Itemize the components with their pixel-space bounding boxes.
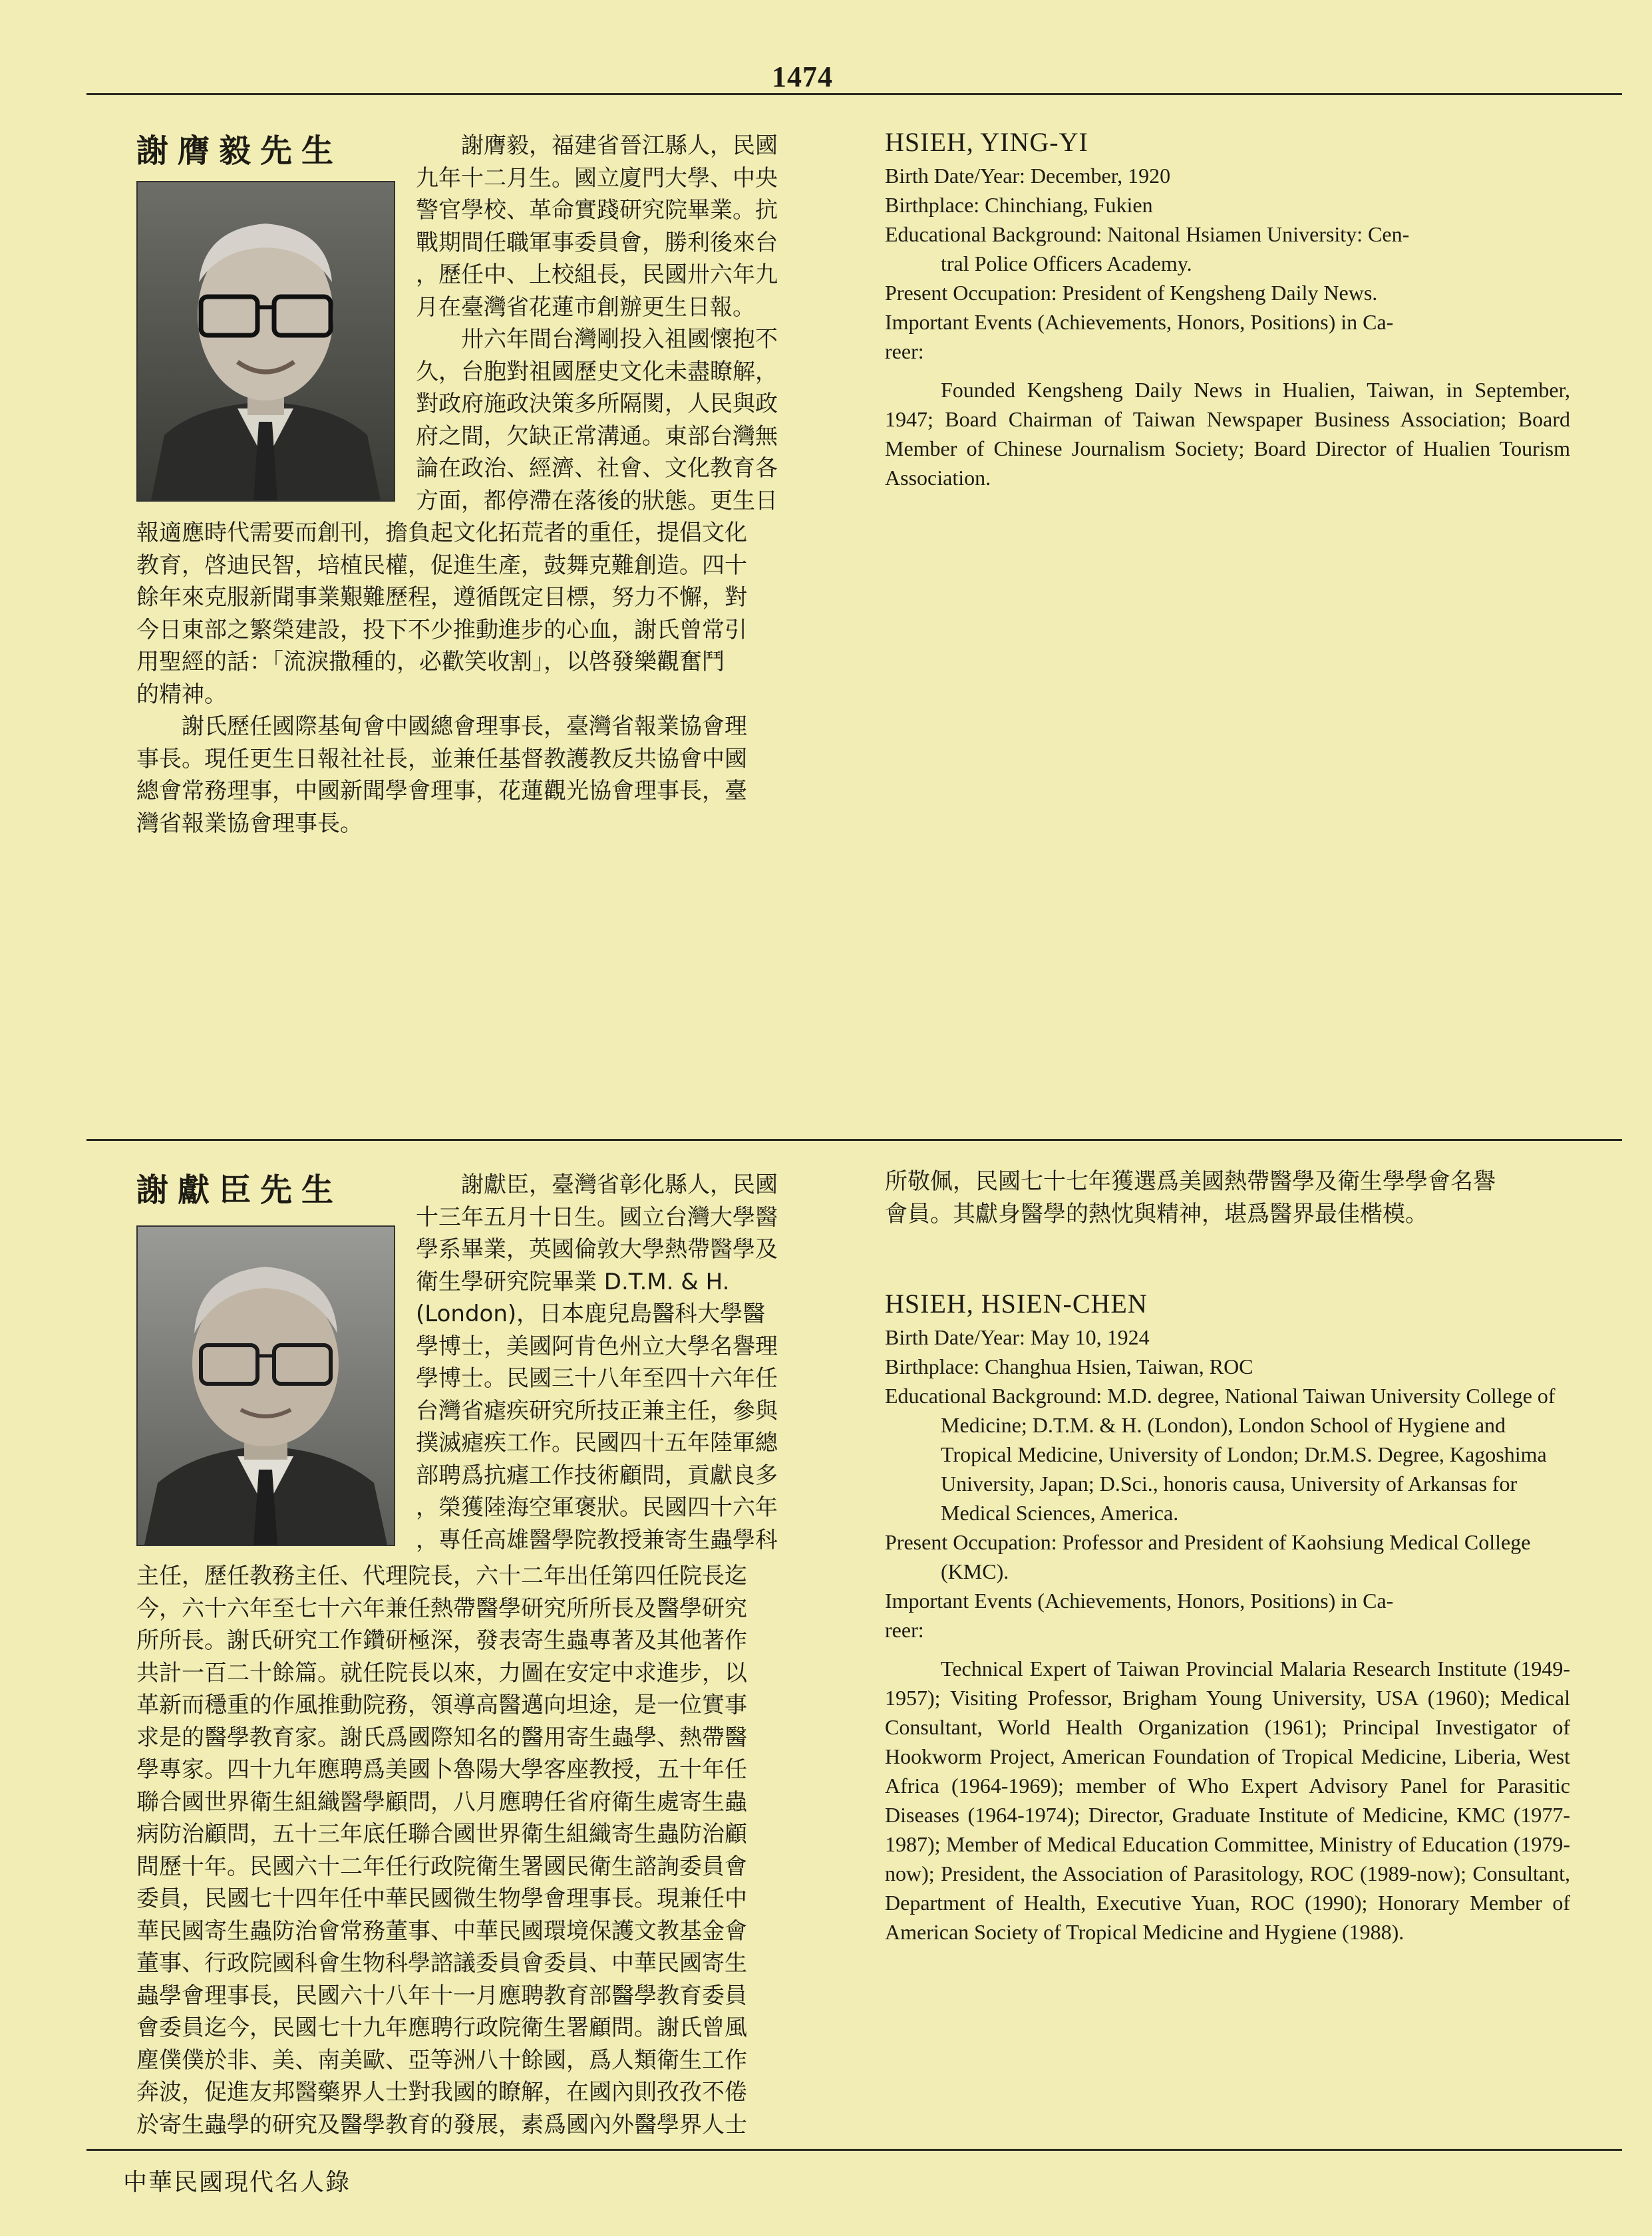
bio-line: 會員。其獻身醫學的熱忱與精神，堪爲醫界最佳楷模。	[885, 1200, 1428, 1227]
bio-line: 用聖經的話：「流淚撒種的，必歡笑收割」，以啓發樂觀奮鬥	[136, 649, 725, 675]
events-heading-cont: reer:	[885, 339, 924, 363]
bio-line: 謝獻臣，臺灣省彰化縣人，民國	[461, 1172, 778, 1198]
header-rule	[86, 93, 1622, 95]
occupation: Present Occupation: President of Kengsheng Daily News.	[885, 281, 1378, 305]
bio-line: 學博士，美國阿肯色州立大學名譽理	[416, 1333, 778, 1360]
occupation: Present Occupation: Professor and President of Kaohsiung Medical College (KMC).	[885, 1530, 1531, 1583]
bio-line: 謝膺毅，福建省晉江縣人，民國	[461, 132, 778, 159]
events-heading: Important Events (Achievements, Honors, Positions) in Ca-	[885, 1589, 1394, 1613]
bio-line: 學博士。民國三十八年至四十六年任	[416, 1365, 778, 1392]
bio-line: 於寄生蟲學的研究及醫學教育的發展，素爲國內外醫學界人士	[136, 2111, 747, 2138]
bio-line: ，歷任中、上校組長，民國卅六年九	[416, 261, 778, 288]
entry2-portrait-photo	[136, 1225, 395, 1546]
birthplace: Birthplace: Chinchiang, Fukien	[885, 193, 1153, 217]
bio-line: 革新而穩重的作風推動院務，領導高醫邁向坦途，是一位實事	[136, 1692, 747, 1718]
bio-line: 警官學校、革命實踐研究院畢業。抗	[416, 197, 778, 224]
bio-line: ，專任高雄醫學院教授兼寄生蟲學科	[416, 1526, 778, 1553]
bio-line: 卅六年間台灣剛投入祖國懷抱不	[461, 326, 778, 353]
bio-line: 十三年五月十日生。國立台灣大學醫	[416, 1203, 778, 1231]
entry2-bio-cn-top	[416, 1169, 815, 1556]
bio-line: 餘年來克服新聞事業艱難歷程，遵循旣定目標，努力不懈，對	[136, 584, 747, 611]
bio-line: 撲滅瘧疾工作。民國四十五年陸軍總	[416, 1430, 778, 1456]
bio-line: 久，台胞對祖國歷史文化未盡瞭解，	[416, 358, 778, 385]
entry-divider	[86, 1139, 1622, 1141]
page-number: 1474	[772, 61, 833, 93]
entry2-name-cn: 謝獻臣先生	[136, 1172, 343, 1209]
bio-line: 衛生學研究院畢業 D.T.M. & H.	[416, 1268, 730, 1295]
bio-line: 戰期間任職軍事委員會，勝利後來台	[416, 229, 778, 256]
entry1-en-column	[885, 128, 1570, 492]
bio-line: 事長。現任更生日報社社長，並兼任基督教護教反共協會中國	[136, 745, 747, 772]
entry1-portrait-photo	[136, 181, 395, 502]
entry2-bio-cn-continued	[885, 1166, 1577, 1230]
bio-line: 主任，歷任教務主任、代理院長，六十二年出任第四任院長迄	[136, 1563, 747, 1589]
bio-line: 所所長。謝氏研究工作鑽研極深，發表寄生蟲專著及其他著作	[136, 1627, 747, 1654]
bio-line: 病防治顧問，五十三年底任聯合國世界衛生組織寄生蟲防治顧	[136, 1821, 747, 1847]
bio-line: ，榮獲陸海空軍褒狀。民國四十六年	[416, 1494, 778, 1521]
bio-line: 華民國寄生蟲防治會常務董事、中華民國環境保護文教基金會	[136, 1917, 747, 1945]
bio-line: 方面，都停滯在落後的狀態。更生日	[416, 487, 778, 514]
bio-line: 所敬佩，民國七十七年獲選爲美國熱帶醫學及衛生學學會名譽	[885, 1168, 1496, 1195]
events-text: Technical Expert of Taiwan Provincial Malaria Research Institute (1949-1957); Visiting Professor, Brigham Young University, USA (1960); Medical Consultant, World Health Organization (1961); Principal Investigator of Hookworm Project, American Foundation of Tropical Medicine, Liberia, West Africa (1964-1969); member of Who Expert Advisory Panel for Parasitic Diseases (1964-1974); Director, Graduate Institute of Medicine, KMC (1977-1987); Member of Medical Education Committee, Ministry of Education (1979-now); President, the Association of Parasitology, ROC (1989-now); Consultant, Department of Health, Executive Yuan, ROC (1990); Honorary Member of American Society of Tropical Medicine and Hygiene (1988).	[885, 1657, 1570, 1944]
entry2-name-en: HSIEH, HSIEN-CHEN	[885, 1289, 1148, 1319]
events-heading-cont: reer:	[885, 1618, 924, 1642]
portrait-photo-icon	[138, 182, 394, 500]
birth-date: Birth Date/Year: December, 1920	[885, 164, 1171, 188]
entry1-bio-cn-full	[136, 517, 828, 840]
entry2-bio-cn-full	[136, 1560, 828, 2141]
bio-line: 學專家。四十九年應聘爲美國卜魯陽大學客座教授，五十年任	[136, 1756, 747, 1783]
bio-line: 月在臺灣省花蓮市創辦更生日報。	[416, 293, 755, 321]
bio-line: 灣省報業協會理事長。	[136, 810, 363, 837]
bio-line: 奔波，促進友邦醫藥界人士對我國的瞭解，在國內則孜孜不倦	[136, 2079, 747, 2106]
bio-line: 會委員迄今，民國七十九年應聘行政院衛生署顧問。謝氏曾風	[136, 2014, 747, 2041]
bio-line: 九年十二月生。國立廈門大學、中央	[416, 164, 778, 192]
bio-line: 今日東部之繁榮建設，投下不少推動進步的心血，謝氏曾常引	[136, 616, 747, 643]
book-title-footer: 中華民國現代名人錄	[123, 2169, 351, 2196]
birthplace: Birthplace: Changhua Hsien, Taiwan, ROC	[885, 1355, 1253, 1378]
entry2-en-column	[885, 1289, 1570, 1947]
bio-line: 報適應時代需要而創刊，擔負起文化拓荒者的重任，提倡文化	[136, 520, 747, 546]
bio-line: 府之間，欠缺正常溝通。東部台灣無	[416, 422, 778, 450]
birth-date: Birth Date/Year: May 10, 1924	[885, 1325, 1150, 1349]
footer-rule	[86, 2149, 1622, 2151]
bio-line: 委員，民國七十四年任中華民國微生物學會理事長。現兼任中	[136, 1885, 747, 1912]
events-heading: Important Events (Achievements, Honors, Positions) in Ca-	[885, 310, 1394, 334]
bio-line: 共計一百二十餘篇。就任院長以來，力圖在安定中求進步，以	[136, 1659, 747, 1686]
events-text: Founded Kengsheng Daily News in Hualien, Taiwan, in September, 1947; Board Chairman of Taiwan Newspaper Business Association; Board Member of Chinese Journalism Society; Board Director of Hualien Tourism Association.	[885, 378, 1570, 490]
bio-line: (London)，日本鹿兒島醫科大學醫	[416, 1301, 766, 1327]
bio-line: 總會常務理事，中國新聞學會理事，花蓮觀光協會理事長，臺	[136, 778, 747, 804]
bio-line: 董事、行政院國科會生物科學諮議委員會委員、中華民國寄生	[136, 1950, 747, 1977]
education: Educational Background: M.D. degree, National Taiwan University College of Medicine; D.T.M. & H. (London), London School of Hygiene and Tropical Medicine, University of London; Dr.M.S. Degree, Kagoshima University, Japan; D.Sci., honoris causa, University of Arkansas for Medical Sciences, America.	[885, 1384, 1556, 1525]
bio-line: 教育，啓迪民智，培植民權，促進生產，鼓舞克難創造。四十	[136, 552, 747, 579]
bio-line: 的精神。	[136, 681, 227, 708]
bio-line: 蟲學會理事長，民國六十八年十一月應聘教育部醫學教育委員	[136, 1982, 747, 2009]
bio-line: 對政府施政決策多所隔閡，人民與政	[416, 391, 778, 417]
education-cont: tral Police Officers Academy.	[941, 251, 1192, 275]
bio-line: 謝氏歷任國際基甸會中國總會理事長，臺灣省報業協會理	[182, 713, 747, 740]
bio-line: 問歷十年。民國六十二年任行政院衛生署國民衛生諮詢委員會	[136, 1853, 747, 1880]
entry1-bio-cn-top	[416, 130, 815, 517]
bio-line: 論在政治、經濟、社會、文化教育各	[416, 455, 778, 482]
bio-line: 求是的醫學教育家。謝氏爲國際知名的醫用寄生蟲學、熱帶醫	[136, 1724, 747, 1751]
portrait-photo-icon	[138, 1227, 394, 1545]
entry1-name-cn: 謝膺毅先生	[136, 132, 343, 170]
bio-line: 塵僕僕於非、美、南美歐、亞等洲八十餘國，爲人類衛生工作	[136, 2046, 747, 2074]
bio-line: 聯合國世界衛生組織醫學顧問，八月應聘任省府衛生處寄生蟲	[136, 1788, 747, 1816]
bio-line: 台灣省瘧疾研究所技正兼主任，參與	[416, 1397, 778, 1424]
bio-line: 學系畢業，英國倫敦大學熱帶醫學及	[416, 1236, 778, 1263]
bio-line: 部聘爲抗瘧工作技術顧問，貢獻良多	[416, 1462, 778, 1489]
bio-line: 今，六十六年至七十六年兼任熱帶醫學研究所所長及醫學研究	[136, 1595, 747, 1622]
entry1-name-en: HSIEH, YING-YI	[885, 127, 1088, 157]
education: Educational Background: Naitonal Hsiamen University: Cen-	[885, 222, 1410, 246]
